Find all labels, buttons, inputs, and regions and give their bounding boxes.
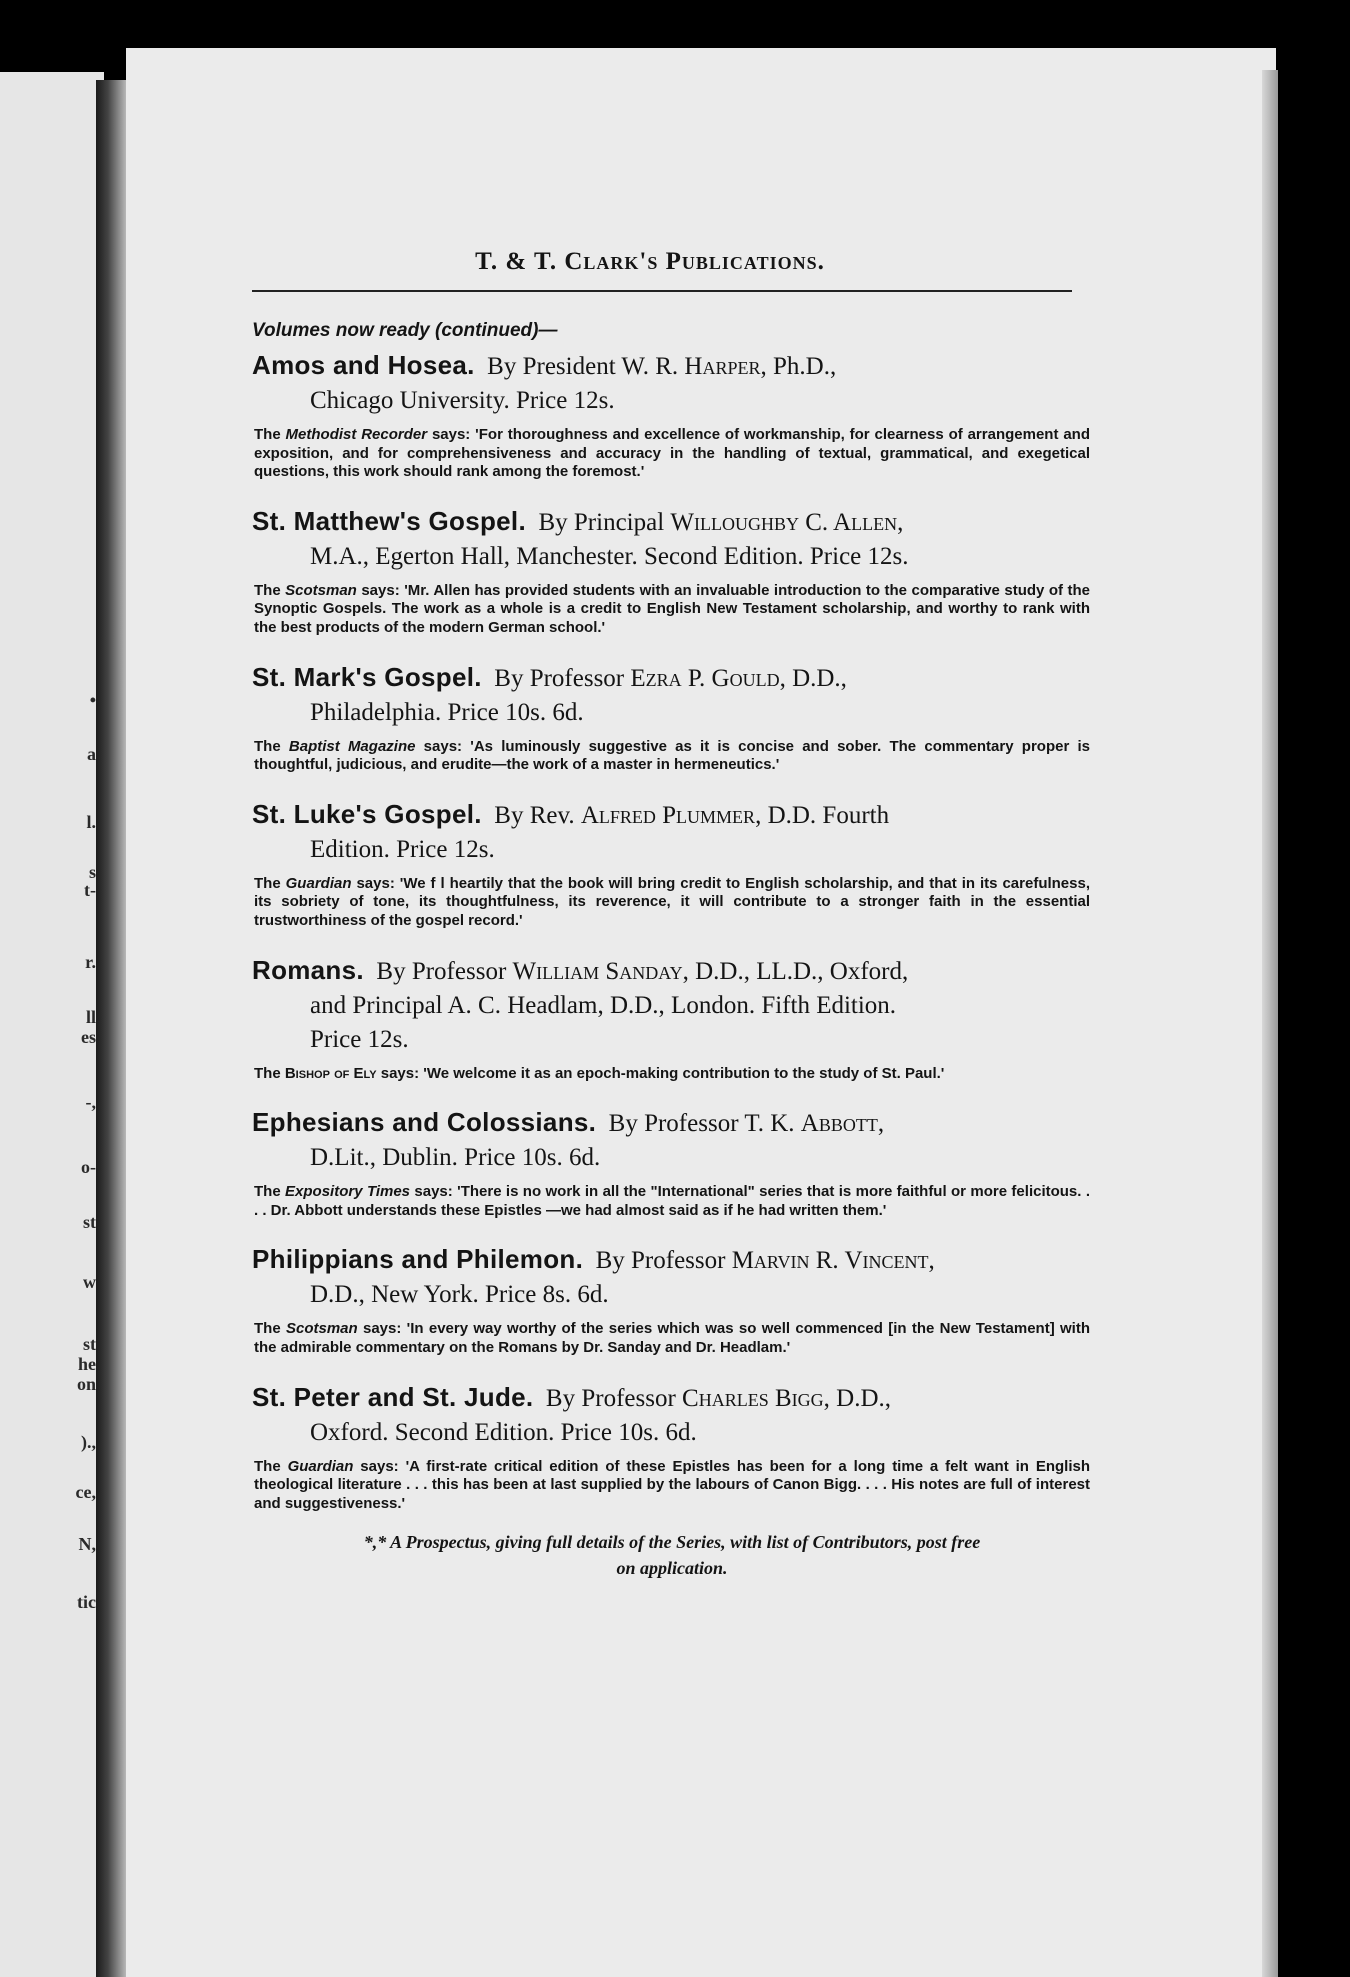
byline: By Professor [545,1384,683,1412]
review-says: says: [415,737,471,755]
entry-head [252,660,1092,730]
left-page-edge [0,72,104,1977]
byline-cont: Chicago University. Price 12s. [310,387,615,414]
entry-head [252,953,1092,1057]
book-entry [252,660,1092,775]
author-name: Marvin R. Vincent [731,1247,929,1275]
book-title: Ephesians and Colossians. [252,1107,597,1138]
book-title: Amos and Hosea. [252,350,475,380]
review-source: Bishop of Ely [284,1064,377,1082]
byline: By Professor T. K. [608,1110,801,1138]
book-gutter [96,80,126,1977]
left-fragment: t- [84,880,96,900]
left-fragment: )., [81,1432,96,1452]
left-fragment: a [87,744,96,764]
book-title: St. Luke's Gospel. [252,798,482,829]
review-pre: The [254,1183,286,1201]
review-text: 'In every way worthy of the series which was so well commenced [in the New Testament] with the admirable commentary on the Romans by Dr. Sanday and Dr. Headlam.' [254,1320,1091,1356]
prospectus-line-1: *,* A Prospectus, giving full details of the Series, with list of Contributors, post free [363,1532,981,1553]
review-source: Scotsman [285,1320,358,1338]
prospectus-line-2: on application. [616,1558,728,1579]
author-name: Harper [684,353,761,380]
author-name: Alfred Plummer [580,801,756,829]
review-source: Guardian [287,1457,354,1475]
byline: By Professor [494,664,631,692]
review-text: 'A first-rate critical edition of these Epistles has been for a long time a felt want in English theological literature . . . this has been at last supplied by the labours of Canon Bigg. . . . His notes are full of interest and suggestiveness.' [254,1457,1090,1512]
book-title: Philippians and Philemon. [252,1244,584,1275]
review-says: says: [356,581,405,599]
byline: By President W. R. [487,353,685,380]
review-pre: The [254,1457,288,1475]
left-fragment: s [88,862,96,882]
review-quote [252,1065,1092,1084]
book-entry [252,953,1092,1084]
review-quote [252,582,1092,638]
review-says: says: [427,426,476,443]
review-says: says: [376,1064,424,1082]
byline-cont: Oxford. Second Edition. Price 10s. 6d. [310,1418,697,1446]
review-text: 'For thoroughness and excellence of workmanship, for clearness of arrangement and exposition, and for comprehensiveness and accuracy in the handling of textual, grammatical, and exegetical questions, this work should rank among the foremost.' [254,426,1090,481]
byline: By Professor [595,1247,732,1275]
book-title: Romans. [252,954,364,985]
review-pre: The [254,426,286,443]
left-fragment: r. [85,952,96,972]
left-fragment: tic [77,1592,96,1612]
left-fragment: ll [85,1007,96,1027]
byline-cont: Edition. Price 12s. [310,835,495,863]
byline-tail: , [877,1110,885,1138]
review-text: 'We f l heartily that the book will bring credit to English scholarship, and that in its carefulness, its sobriety of tone, its thoughtfulness, its reverence, it will contribute to a stronger faith in the essential trustworthiness of the gospel record.' [254,874,1091,929]
entry-head [252,797,1092,867]
left-fragment: • [89,690,96,710]
book-entry [252,1105,1092,1220]
author-name: Charles Bigg [682,1384,824,1412]
header-prefix: T. & T. [475,248,565,275]
byline-cont: M.A., Egerton Hall, Manchester. Second Edition. Price 12s. [310,542,909,570]
review-says: says: [351,874,400,892]
left-fragment: w [83,1272,96,1292]
review-pre: The [254,581,286,599]
byline-cont-price: Price 12s. [310,1025,409,1053]
byline-cont: D.D., New York. Price 8s. 6d. [310,1281,609,1309]
book-entry [252,504,1092,638]
review-quote [252,426,1092,482]
byline-tail: , [897,508,904,536]
review-source: Methodist Recorder [285,426,428,443]
review-source: Expository Times [285,1183,411,1201]
byline-cont: D.Lit., Dublin. Price 10s. 6d. [310,1144,601,1172]
byline-tail: , Ph.D., [760,353,837,380]
book-entry [252,1242,1092,1357]
review-source: Baptist Magazine [288,737,416,755]
entry-head [252,1380,1092,1450]
review-source: Guardian [285,874,352,892]
entry-head [252,504,1092,574]
review-source: Scotsman [285,581,357,599]
header-title: Clark's Publications. [564,248,825,275]
book-entry [252,797,1092,931]
review-quote [252,875,1092,931]
review-says: says: [410,1183,458,1201]
review-pre: The [254,737,289,755]
left-fragment: es [81,1027,96,1047]
left-fragment: ce, [75,1482,96,1502]
left-fragment: N, [78,1534,96,1554]
byline-tail: , D.D., [779,664,847,692]
byline: By Professor [376,957,513,985]
publication-list [252,320,1092,1581]
author-name: Ezra P. Gould [630,664,780,692]
review-quote [252,738,1092,775]
left-fragment: on [76,1374,96,1394]
byline: By Principal [538,508,671,536]
byline: By Rev. [494,801,581,829]
author-name: Abbott [800,1110,878,1138]
left-fragment: l. [86,812,96,832]
left-fragment: -, [85,1092,96,1112]
left-fragment: st [83,1212,96,1232]
review-text: 'Mr. Allen has provided students with an invaluable introduction to the comparative study of the Synoptic Gospels. The work as a whole is a credit to English New Testament scholarship, and worthy to rank with the best products of the modern German school.' [254,581,1090,636]
book-title: St. Peter and St. Jude. [252,1381,534,1412]
page-edge-shadow [1262,70,1278,1977]
review-says: says: [357,1320,407,1338]
byline-cont: Philadelphia. Price 10s. 6d. [310,698,584,726]
author-name: William Sanday [512,957,683,985]
byline-tail: , D.D., [823,1384,891,1412]
entry-head [252,348,1092,418]
byline-tail: , [928,1247,935,1275]
review-quote [252,1458,1092,1514]
header-rule [252,290,1072,292]
book-entry [252,348,1092,482]
review-says: says: [353,1457,406,1475]
left-fragment: he [78,1354,96,1374]
entry-head [252,1242,1092,1312]
byline-tail: , D.D., LL.D., Oxford, [682,957,909,985]
prospectus-note [252,1529,1092,1581]
review-pre: The [254,1064,285,1082]
author-name: Willoughby C. Allen [670,508,898,536]
intro-line: Volumes now ready (continued)— [252,320,558,341]
book-title: St. Mark's Gospel. [252,661,482,692]
byline-cont: and Principal A. C. Headlam, D.D., London. Fifth Edition. [310,991,897,1019]
review-text: 'We welcome it as an epoch-making contribution to the study of St. Paul.' [423,1064,945,1082]
review-text: 'There is no work in all the "International" series that is more faithful or more felicitous. . . . Dr. Abbott understands these Epistles —we had almost said as if he had written them.' [254,1183,1090,1219]
review-pre: The [254,874,286,892]
entry-head [252,1105,1092,1175]
book-entry [252,1380,1092,1514]
review-text: 'As luminously suggestive as it is concise and sober. The commentary proper is thoughtful, judicious, and erudite—the work of a master in hermeneutics.' [254,737,1090,774]
book-title: St. Matthew's Gospel. [252,505,526,536]
running-header [300,248,1000,276]
review-quote [252,1183,1092,1220]
review-quote [252,1320,1092,1357]
review-pre: The [254,1320,286,1338]
left-fragment: o- [81,1157,96,1177]
left-fragment: st [83,1334,96,1354]
byline-tail: , D.D. Fourth [755,801,890,829]
